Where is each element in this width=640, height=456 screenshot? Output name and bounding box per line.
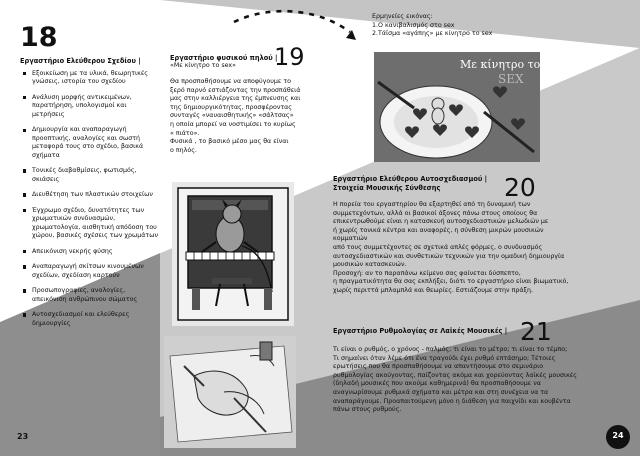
text-line: Φυσικά , το βασικό μέσο μας θα είναι — [170, 138, 289, 146]
list-item: Δημιουργία και αναπαραγωγή προοπτικής, αναλογίες και σωστή μεταφορά τους στο σχέδιο, βασικά σχήματα — [22, 126, 158, 160]
list-item: Εξοικείωση με τα υλικά, θεωρητικές γνώσεις, ιστορία του σχεδίου — [22, 70, 158, 87]
list-item: Τονικές διαβαθμίσεις, φωτισμός, σκιάσεις — [22, 167, 158, 184]
text-line: η πραγματικότητα θα σας εκπλήξει, διότι το εργαστήριο είναι βιωματικό, — [333, 278, 569, 286]
text-line: Θα προσπαθήσουμε να αποφύγουμε το — [170, 78, 291, 85]
section-21-title: Εργαστήριο Ρυθμολογίας σε Λαϊκές Μουσικές | — [333, 327, 508, 335]
list-item: Έγχρωμο σχέδιο, δυνατότητες των χρωματικών συνδυασμών, χρωματολογία, αισθητική απόδοση του χώρου, βασικές σχέσεις των χρωμάτων — [22, 207, 158, 241]
section-19-body — [170, 78, 320, 155]
text-line: αναγνωρίσουμε ρυθμικά σχήματα και μέτρα και στη συνέχεια να τα — [333, 388, 549, 396]
caption-line: Ερμηνείες εικόνας: — [372, 13, 433, 20]
list-item: Ανάλυση μορφής αντικειμένων, παρατήρηση, υπολογισμοί και μετρήσεις — [22, 94, 158, 119]
section-number-21: 21 — [520, 317, 552, 346]
section-19-subtitle: «Με κίνητρο το sex» — [170, 62, 236, 69]
text-line: ο πηλός. — [170, 146, 197, 154]
section-18-list — [22, 70, 158, 335]
section-number-18: 18 — [20, 22, 58, 53]
list-item: Αυτοσχεδιασμοί και ελεύθερες δημιουργίες — [22, 311, 158, 328]
image-captions — [372, 13, 492, 39]
caption-line: 2.Τάϊσμα «αγάπης» με κίνητρο το sex — [372, 30, 493, 38]
text-line: « πιάτο». — [170, 129, 200, 137]
text-line: ή χωρίς τονικά κέντρα και αναφορές, η σύνθεση μικρών μουσικών — [333, 226, 544, 234]
section-number-20: 20 — [504, 173, 536, 202]
text-line: μουσικών κατασκευών. — [333, 261, 407, 269]
section-20-title-line1: Εργαστήριο Ελεύθερου Αυτοσχεδιασμού | — [333, 175, 488, 183]
drawing-hands-illustration — [164, 336, 296, 448]
text-line: πάνω στους ρυθμούς. — [333, 406, 402, 414]
photo-caption-text: Με κίνητρο το — [460, 58, 541, 71]
text-line: Τι είναι ο ρυθμός, ο χρόνος - παλμός; τι είναι το μέτρο; τι είναι το τέμπο; — [333, 346, 568, 353]
text-line: (δηλαδή μουσικές που ακούμε καθημερινά) θα προσπαθήσουμε να — [333, 380, 541, 388]
text-line: αναπαράγουμε. Προαπαιτούμενη μόνο η διάθεση για παιχνίδι και κουβέντα — [333, 397, 571, 405]
text-line: ερωτήσεις που θα προσπαθήσουμε να απαντήσουμε στο σεμινάριο — [333, 363, 544, 371]
photo-caption-sex: SEX — [498, 72, 524, 86]
text-line: συμμετεχόντων, αλλά οι βασικοί άξονες πάνω στους οποίους θα — [333, 209, 538, 217]
text-line: Προσοχή: αν το παραπάνω κείμενο σας φαίνεται δύσπεπτο, — [333, 269, 521, 277]
text-line: Τι σημαίνει όταν λέμε ότι ένα τραγούδι έχει ρυθμό επτάσημο; Τέτοιες — [333, 354, 556, 362]
list-item: Αναπαραγωγή σκίτσων κινουμένων σχεδίων, σχεδίαση καρτούν — [22, 263, 158, 280]
dashed-arrow-icon — [232, 2, 362, 46]
plate-photo — [374, 52, 540, 162]
section-20-title-line2: Στοιχεία Μουσικής Σύνθεσης — [333, 183, 441, 192]
text-line: χωρίς περιττά μπλαμπλά και θεωρίες. Εστιάζουμε στην πράξη. — [333, 286, 534, 294]
caption-line: 1.Ο κανιβαλισμός στο sex — [372, 21, 455, 29]
text-line: αυτοσχεδιαστικών και συνθετικών τεχνικών για την ομαδική δημιουργία — [333, 252, 565, 260]
text-line: κομματιών — [333, 235, 368, 243]
section-18-title: Εργαστήριο Ελεύθερου Σχεδίου | — [20, 57, 141, 65]
section-19-title: Εργαστήριο φυσικού πηλού | — [170, 54, 278, 62]
list-item: Προσωπογραφίες, αναλογίες, απεικόνιση ανθρώπινου σώματος — [22, 287, 158, 304]
text-line: της δημιουργικότητας, προσφέροντας — [170, 103, 292, 111]
section-20-title — [333, 175, 487, 192]
section-number-19: 19 — [274, 43, 305, 71]
page-number-left: 23 — [17, 432, 29, 441]
page-number-right: 24 — [612, 431, 624, 440]
text-line: μας στην καλλιέργεια της έμπνευσης και — [170, 95, 301, 103]
page-number-badge — [606, 425, 630, 449]
devil-piano-illustration — [172, 182, 294, 326]
text-line: από τους συμμετέχοντες σε σχετικά απλές φόρμες, ο συνδυασμός — [333, 243, 543, 251]
section-21-body — [333, 346, 633, 415]
list-item: Απεικόνιση νεκρής φύσης — [22, 248, 158, 256]
text-line: συνταγές «ναυαισθητικής» «σάλτσας» — [170, 112, 294, 120]
text-line: ρυθμολογίας ακούγοντας, παίζοντας ακόμα και χορεύοντας λαϊκές μουσικές — [333, 371, 577, 379]
section-20-body — [333, 201, 633, 296]
text-line: Η πορεία του εργαστηρίου θα εξαρτηθεί από τη δυναμική των — [333, 201, 531, 208]
list-item: Διευθέτηση των πλαστικών στοιχείων — [22, 191, 158, 199]
text-line: η οποία μπορεί να νοστιμίσει το κυρίως — [170, 120, 296, 128]
text-line: ξερό παρνό εστιάζοντας την προσπάθειά — [170, 86, 301, 94]
text-line: επικεντρωθούμε είναι η κατασκευή αυτοσχεδιαστικών μελωδιών με — [333, 218, 549, 226]
